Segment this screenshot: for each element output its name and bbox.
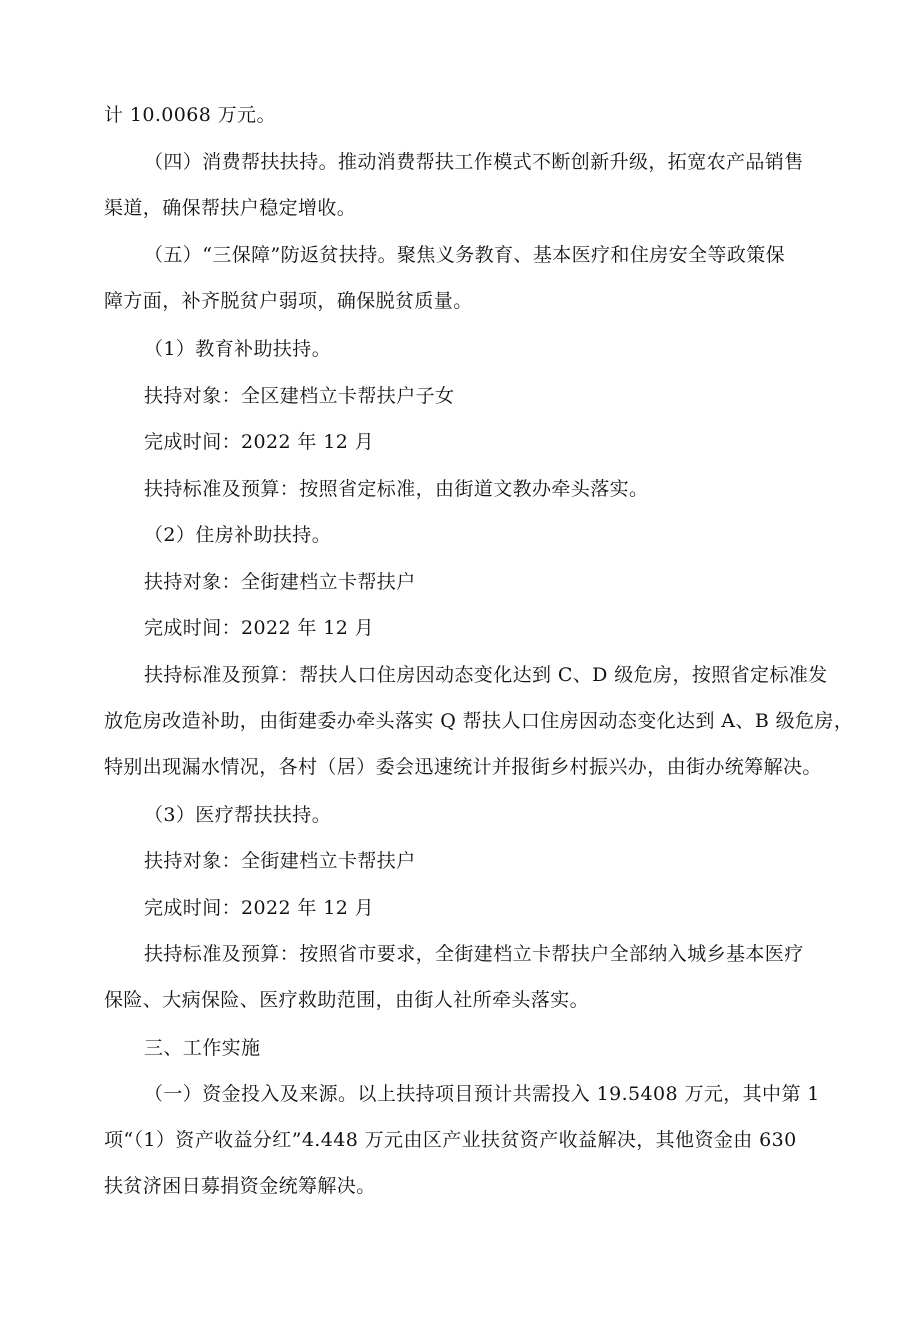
text-line: 扶持对象：全街建档立卡帮扶户 xyxy=(144,571,416,593)
text-line: 计 10.0068 万元。 xyxy=(104,104,276,126)
text-line: 完成时间：2022 年 12 月 xyxy=(144,897,375,919)
text-line: （四）消费帮扶扶持。推动消费帮扶工作模式不断创新升级，拓宽农产品销售 xyxy=(144,151,804,173)
text-line: （一）资金投入及来源。以上扶持项目预计共需投入 19.5408 万元，其中第 1 xyxy=(144,1083,820,1105)
paragraph-education-target xyxy=(104,373,864,419)
text-line: （五）“三保障”防返贫扶持。聚焦义务教育、基本医疗和住房安全等政策保 xyxy=(144,244,786,266)
text-line: 扶持标准及预算：帮扶人口住房因动态变化达到 C、D 级危房，按照省定标准发 xyxy=(144,664,828,686)
paragraph-funding-source xyxy=(104,1071,824,1209)
text-line: 扶持对象：全街建档立卡帮扶户 xyxy=(144,850,416,872)
text-line: （2）住房补助扶持。 xyxy=(144,524,332,546)
text-line: 障方面，补齐脱贫户弱项，确保脱贫质量。 xyxy=(104,290,473,312)
heading-housing-subsidy xyxy=(104,512,864,558)
paragraph-education-deadline xyxy=(104,419,864,465)
text-line: 扶持对象：全区建档立卡帮扶户子女 xyxy=(144,385,455,407)
heading-education-subsidy xyxy=(104,326,864,372)
paragraph-housing-budget xyxy=(104,652,854,790)
text-line: 扶持标准及预算：按照省定标准，由街道文教办牵头落实。 xyxy=(144,478,649,500)
text-line: 保险、大病保险、医疗救助范围，由街人社所牵头落实。 xyxy=(104,989,590,1011)
paragraph-housing-deadline xyxy=(104,605,864,651)
section-heading-implementation xyxy=(104,1025,864,1071)
text-line: 扶持标准及预算：按照省市要求，全街建档立卡帮扶户全部纳入城乡基本医疗 xyxy=(144,943,804,965)
paragraph-amount-total xyxy=(104,92,824,138)
text-line: 渠道，确保帮扶户稳定增收。 xyxy=(104,197,357,219)
paragraph-education-budget xyxy=(104,466,864,512)
text-line: （3）医疗帮扶扶持。 xyxy=(144,804,332,826)
paragraph-medical-target xyxy=(104,838,864,884)
paragraph-medical-budget xyxy=(104,931,824,1023)
text-line: 完成时间：2022 年 12 月 xyxy=(144,431,375,453)
text-line: 完成时间：2022 年 12 月 xyxy=(144,617,375,639)
paragraph-medical-deadline xyxy=(104,885,864,931)
paragraph-consumption-support xyxy=(104,139,824,231)
text-line: 特别出现漏水情况，各村（居）委会迅速统计并报街乡村振兴办，由街办统筹解决。 xyxy=(104,756,822,778)
text-line: （1）教育补助扶持。 xyxy=(144,338,332,360)
paragraph-three-guarantees xyxy=(104,232,824,324)
text-line: 放危房改造补助，由街建委办牵头落实 Q 帮扶人口住房因动态变化达到 A、B 级危房， xyxy=(104,710,854,732)
text-line: 扶贫济困日募捐资金统筹解决。 xyxy=(104,1175,376,1197)
text-line: 三、工作实施 xyxy=(144,1037,261,1059)
text-line: 项“（1）资产收益分红”4.448 万元由区产业扶贫资产收益解决，其他资金由 630 xyxy=(104,1129,797,1151)
heading-medical-support xyxy=(104,792,864,838)
paragraph-housing-target xyxy=(104,559,864,605)
